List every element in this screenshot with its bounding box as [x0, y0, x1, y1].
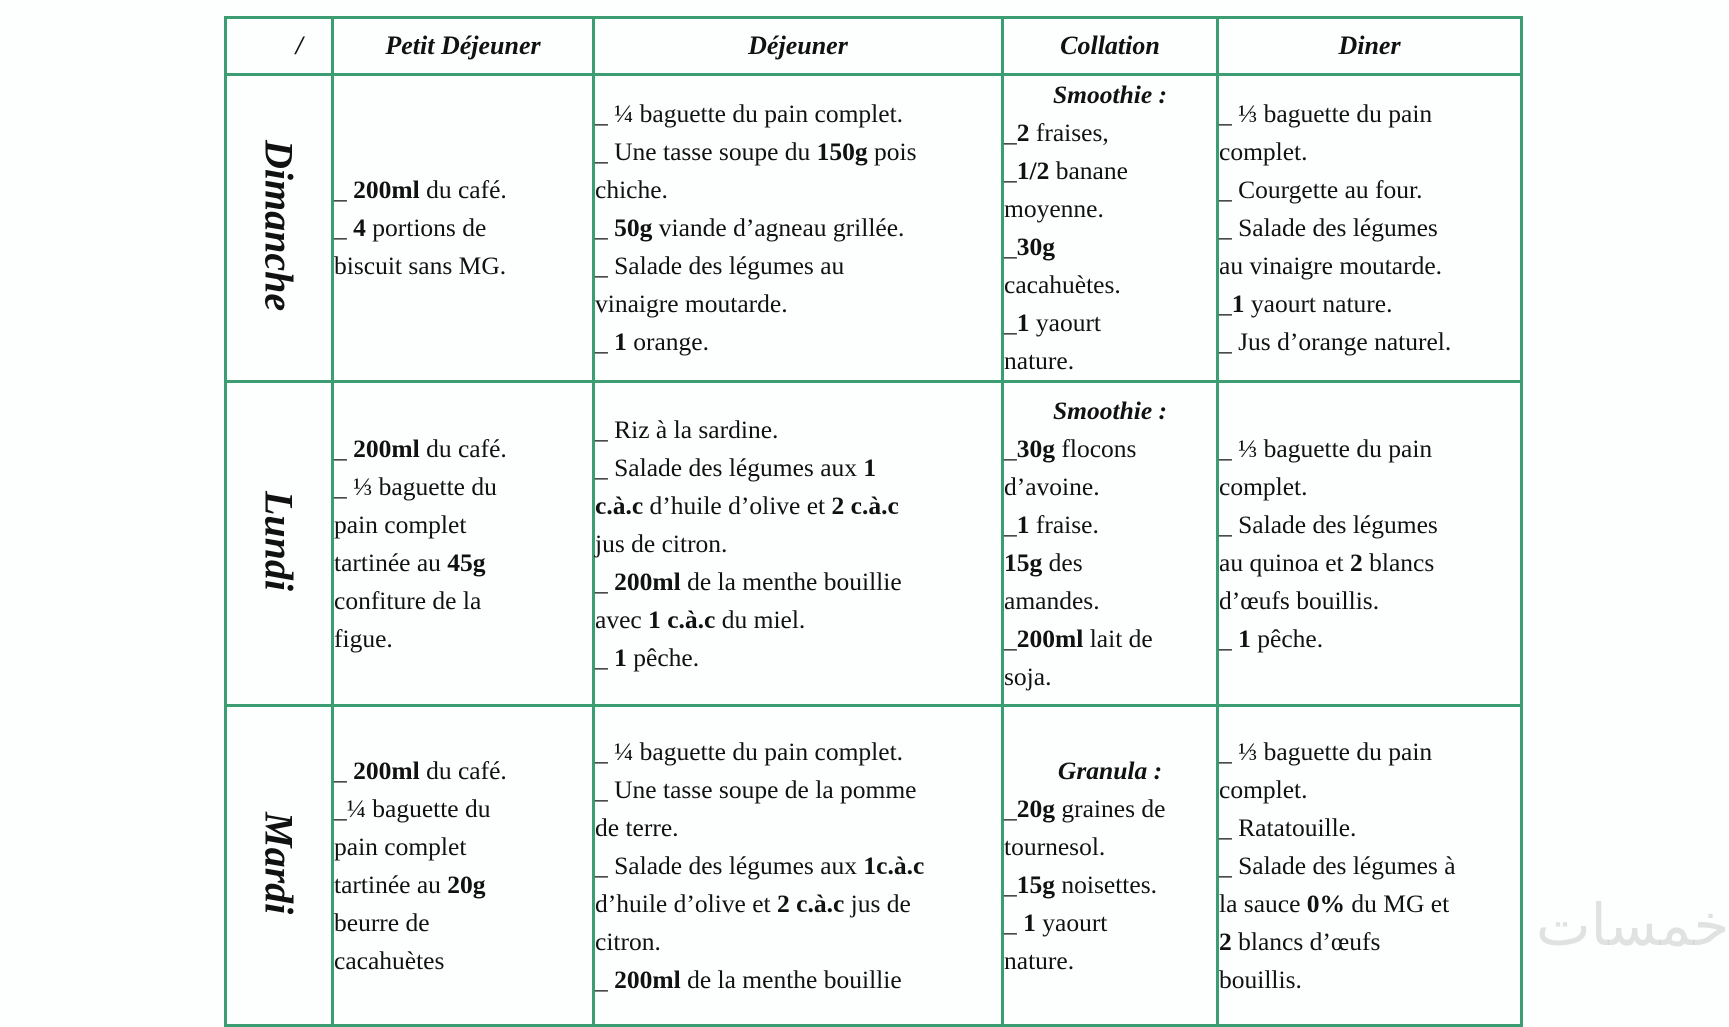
text: au quinoa et: [1219, 547, 1350, 577]
text: amandes.: [1004, 585, 1100, 615]
text: figue.: [334, 623, 393, 653]
cell-line: [595, 487, 1001, 525]
text: du miel.: [715, 604, 806, 634]
text: _: [1004, 308, 1017, 337]
bold-text: Smoothie: [1052, 80, 1153, 109]
text: d’huile d’olive et: [595, 888, 777, 918]
cell-line: [334, 828, 592, 866]
cell-line: [1004, 544, 1216, 582]
text: beurre de: [334, 907, 430, 937]
cell-line: [595, 285, 1001, 323]
text: de la menthe bouillie: [680, 964, 902, 994]
cell-collation: [1003, 382, 1218, 706]
text: _ Courgette au four.: [1219, 175, 1423, 204]
cell-line: [595, 171, 1001, 209]
cell-line: [595, 323, 1001, 361]
cell-line: [1004, 752, 1216, 790]
bold-text: 2 c.à.c: [831, 490, 899, 520]
cell-line: [1219, 771, 1520, 809]
cell-line: [1004, 266, 1216, 304]
cell-line: [1219, 323, 1520, 361]
text: orange.: [626, 327, 710, 356]
cell-line: [595, 95, 1001, 133]
cell-line: [1219, 209, 1520, 247]
bold-text: 2: [1350, 547, 1363, 577]
bold-text: 1: [1238, 623, 1251, 653]
text: au vinaigre moutarde.: [1219, 251, 1443, 280]
text: tartinée au: [334, 869, 448, 899]
text: _ Salade des légumes au: [595, 251, 845, 280]
text: de la menthe bouillie: [680, 566, 902, 596]
bold-text: 1: [614, 327, 627, 356]
cell-line: [595, 525, 1001, 563]
cell-diner: [1218, 706, 1522, 1026]
cell-dejeuner: [594, 382, 1003, 706]
text: _ Salade des légumes à: [1219, 850, 1456, 880]
header-petit-dejeuner: Petit Déjeuner: [333, 18, 594, 75]
text: _ ¼ baguette du pain complet.: [595, 99, 904, 128]
cell-line: [595, 209, 1001, 247]
day-label: Mardi: [256, 811, 302, 915]
text: cacahuètes: [334, 945, 445, 975]
cell-line: [595, 771, 1001, 809]
text: noisettes.: [1055, 869, 1157, 899]
text: du café.: [419, 433, 507, 463]
text: pêche.: [1250, 623, 1324, 653]
cell-line: [1004, 228, 1216, 266]
text: d’avoine.: [1004, 471, 1100, 501]
cell-line: [334, 620, 592, 658]
text: pain complet: [334, 509, 467, 539]
bold-text: 1 c.à.c: [648, 604, 716, 634]
text: :: [1152, 80, 1168, 109]
text: _: [1004, 509, 1017, 539]
text: _¼ baguette du: [334, 793, 491, 823]
cell-line: [334, 171, 592, 209]
bold-text: 45g: [447, 547, 486, 577]
bold-text: 20g: [447, 869, 486, 899]
cell-line: [1219, 809, 1520, 847]
cell-line: [1004, 904, 1216, 942]
watermark-logo: خمسات: [1536, 891, 1729, 959]
cell-line: [1004, 304, 1216, 342]
cell-line: [1004, 828, 1216, 866]
cell-line: [1004, 430, 1216, 468]
text: yaourt: [1029, 308, 1102, 337]
cell-line: [595, 601, 1001, 639]
bold-text: 2: [1016, 118, 1030, 147]
text: _: [334, 175, 354, 204]
cell-line: [1004, 942, 1216, 980]
text: _: [1004, 156, 1017, 185]
text: _ Salade des légumes aux: [595, 850, 864, 880]
bold-text: 1/2: [1016, 156, 1050, 185]
text: _: [1004, 623, 1017, 653]
text: du café.: [419, 755, 507, 785]
text: pêche.: [626, 642, 700, 672]
text: _: [595, 327, 615, 356]
text: _: [1219, 289, 1232, 318]
bold-text: Granula :: [1057, 755, 1163, 785]
text: pois: [867, 137, 917, 166]
cell-line: [334, 866, 592, 904]
cell-line: [1219, 582, 1520, 620]
cell-line: [595, 563, 1001, 601]
text: _: [1004, 118, 1017, 147]
cell-line: [595, 247, 1001, 285]
cell-line: [334, 942, 592, 980]
bold-text: 150g: [816, 137, 868, 166]
cell-line: [334, 247, 592, 285]
text: _: [1219, 623, 1239, 653]
cell-line: [1004, 152, 1216, 190]
bold-text: 1: [1016, 308, 1030, 337]
table-row-lundi: [226, 382, 1522, 706]
cell-line: [1004, 620, 1216, 658]
cell-line: [1219, 468, 1520, 506]
text: _ ¼ baguette du pain complet.: [595, 736, 904, 766]
cell-collation: [1003, 75, 1218, 382]
text: de terre.: [595, 812, 679, 842]
text: bouillis.: [1219, 964, 1302, 994]
text: _: [595, 642, 615, 672]
text: _: [1004, 793, 1017, 823]
bold-text: 1: [1023, 907, 1036, 937]
bold-text: 200ml: [353, 755, 420, 785]
text: citron.: [595, 926, 661, 956]
text: _ ⅓ baguette du: [334, 471, 497, 501]
text: avec: [595, 604, 649, 634]
text: _: [595, 213, 615, 242]
cell-line: [1004, 506, 1216, 544]
meal-plan-table: [224, 16, 1523, 1027]
bold-text: 1: [614, 642, 627, 672]
day-cell: [226, 706, 333, 1026]
bold-text: 50g: [614, 213, 653, 242]
text: _: [1004, 869, 1017, 899]
cell-petit-dejeuner: [333, 382, 594, 706]
cell-line: [1004, 582, 1216, 620]
cell-line: [595, 133, 1001, 171]
cell-line: [595, 639, 1001, 677]
text: _: [1004, 232, 1017, 261]
text: vinaigre moutarde.: [595, 289, 788, 318]
text: banane: [1049, 156, 1128, 185]
text: _ ⅓ baguette du pain: [1219, 99, 1433, 128]
header-row: [226, 18, 1522, 75]
header-collation: Collation: [1003, 18, 1218, 75]
bold-text: 0%: [1306, 888, 1346, 918]
cell-line: [1219, 171, 1520, 209]
cell-line: [334, 430, 592, 468]
text: biscuit sans MG.: [334, 251, 507, 280]
bold-text: 20g: [1016, 793, 1055, 823]
text: _ Salade des légumes: [1219, 509, 1438, 539]
cell-petit-dejeuner: [333, 75, 594, 382]
text: confiture de la: [334, 585, 482, 615]
table-row-mardi: [226, 706, 1522, 1026]
cell-line: [1219, 733, 1520, 771]
cell-line: [595, 885, 1001, 923]
text: _ ⅓ baguette du pain: [1219, 433, 1433, 463]
bold-text: 200ml: [614, 566, 681, 596]
cell-dejeuner: [594, 706, 1003, 1026]
header-dejeuner: Déjeuner: [594, 18, 1003, 75]
day-cell: [226, 382, 333, 706]
cell-line: [595, 847, 1001, 885]
text: _: [334, 213, 354, 242]
text: _ Une tasse soupe du: [595, 137, 817, 166]
text: complet.: [1219, 774, 1308, 804]
text: du café.: [419, 175, 507, 204]
text: la sauce: [1219, 888, 1307, 918]
text: _ Salade des légumes aux: [595, 452, 864, 482]
cell-line: [334, 582, 592, 620]
text: fraises,: [1029, 118, 1109, 147]
bold-text: 15g: [1004, 547, 1043, 577]
text: _: [595, 964, 615, 994]
cell-line: [334, 506, 592, 544]
cell-line: [595, 809, 1001, 847]
table-row-dimanche: [226, 75, 1522, 382]
text: _ Ratatouille.: [1219, 812, 1357, 842]
cell-line: [334, 468, 592, 506]
text: yaourt nature.: [1244, 289, 1393, 318]
cell-line: [334, 544, 592, 582]
cell-line: [595, 961, 1001, 999]
bold-text: Smoothie :: [1052, 395, 1168, 425]
cell-line: [1004, 658, 1216, 696]
text: nature.: [1004, 945, 1075, 975]
cell-line: [1219, 285, 1520, 323]
text: _ Riz à la sardine.: [595, 414, 779, 444]
text: viande d’agneau grillée.: [652, 213, 905, 242]
cell-line: [1219, 544, 1520, 582]
text: _ Jus d’orange naturel.: [1219, 327, 1452, 356]
cell-line: [595, 449, 1001, 487]
cell-line: [1219, 961, 1520, 999]
text: du MG et: [1345, 888, 1450, 918]
cell-line: [1004, 342, 1216, 380]
text: graines de: [1055, 793, 1166, 823]
header-corner: /: [226, 18, 333, 75]
bold-text: 2 c.à.c: [777, 888, 845, 918]
text: _ Salade des légumes: [1219, 213, 1438, 242]
cell-line: [1004, 468, 1216, 506]
text: jus de citron.: [595, 528, 728, 558]
text: blancs: [1362, 547, 1435, 577]
cell-line: [1219, 430, 1520, 468]
cell-diner: [1218, 382, 1522, 706]
cell-line: [1004, 866, 1216, 904]
text: yaourt: [1035, 907, 1108, 937]
text: d’huile d’olive et: [643, 490, 832, 520]
text: blancs d’œufs: [1231, 926, 1381, 956]
cell-line: [1004, 114, 1216, 152]
bold-text: 200ml: [1016, 623, 1084, 653]
cell-line: [1219, 247, 1520, 285]
cell-line: [1004, 392, 1216, 430]
text: soja.: [1004, 661, 1052, 691]
text: complet.: [1219, 471, 1308, 501]
text: _: [1004, 433, 1017, 463]
cell-line: [1219, 506, 1520, 544]
bold-text: 1: [863, 452, 877, 482]
text: fraise.: [1029, 509, 1099, 539]
cell-line: [1219, 620, 1520, 658]
text: _: [334, 755, 354, 785]
text: lait de: [1083, 623, 1153, 653]
cell-line: [1004, 790, 1216, 828]
bold-text: 1: [1231, 289, 1245, 318]
cell-diner: [1218, 75, 1522, 382]
bold-text: 200ml: [353, 433, 420, 463]
cell-line: [334, 752, 592, 790]
text: jus de: [844, 888, 911, 918]
bold-text: 1c.à.c: [863, 850, 925, 880]
text: moyenne.: [1004, 194, 1104, 223]
cell-dejeuner: [594, 75, 1003, 382]
cell-line: [595, 411, 1001, 449]
cell-line: [1219, 847, 1520, 885]
text: chiche.: [595, 175, 668, 204]
text: _ Une tasse soupe de la pomme: [595, 774, 917, 804]
text: _: [334, 433, 354, 463]
bold-text: 30g: [1016, 232, 1055, 261]
day-cell: [226, 75, 333, 382]
bold-text: 1: [1016, 509, 1030, 539]
text: tartinée au: [334, 547, 448, 577]
bold-text: 30g: [1016, 433, 1055, 463]
cell-line: [1004, 190, 1216, 228]
bold-text: c.à.c: [595, 490, 644, 520]
text: tournesol.: [1004, 831, 1106, 861]
text: portions de: [365, 213, 487, 242]
text: des: [1042, 547, 1083, 577]
text: flocons: [1055, 433, 1137, 463]
text: _: [595, 566, 615, 596]
cell-line: [1219, 133, 1520, 171]
cell-line: [595, 733, 1001, 771]
bold-text: 200ml: [353, 175, 420, 204]
cell-line: [1004, 76, 1216, 114]
text: _ ⅓ baguette du pain: [1219, 736, 1433, 766]
day-label: Lundi: [256, 490, 302, 592]
bold-text: 15g: [1016, 869, 1055, 899]
bold-text: 200ml: [614, 964, 681, 994]
cell-petit-dejeuner: [333, 706, 594, 1026]
cell-line: [1219, 923, 1520, 961]
cell-line: [1219, 95, 1520, 133]
day-label: Dimanche: [256, 139, 302, 312]
header-diner: Diner: [1218, 18, 1522, 75]
cell-line: [334, 904, 592, 942]
text: cacahuètes.: [1004, 270, 1121, 299]
text: d’œufs bouillis.: [1219, 585, 1380, 615]
cell-line: [1219, 885, 1520, 923]
text: nature.: [1004, 346, 1075, 375]
text: _: [1004, 907, 1024, 937]
text: complet.: [1219, 137, 1308, 166]
cell-collation: [1003, 706, 1218, 1026]
cell-line: [595, 923, 1001, 961]
cell-line: [334, 790, 592, 828]
bold-text: 4: [353, 213, 366, 242]
cell-line: [334, 209, 592, 247]
bold-text: 2: [1219, 926, 1232, 956]
text: pain complet: [334, 831, 467, 861]
